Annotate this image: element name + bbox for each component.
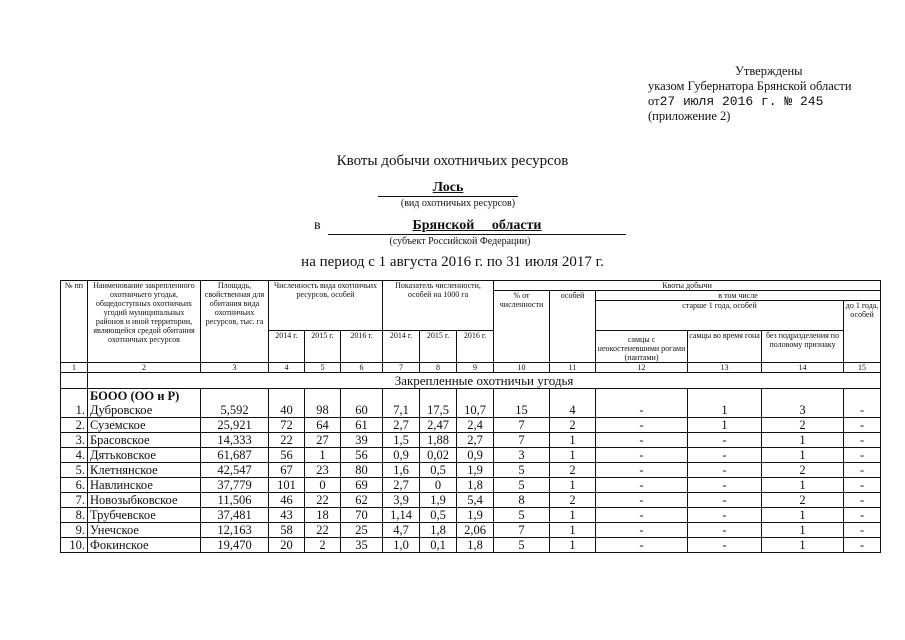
- quota-males-rut: -: [688, 493, 762, 508]
- quota-males-rut: 1: [688, 389, 762, 418]
- header-count: Численность вида охотничьих ресурсов, особей: [269, 281, 383, 331]
- count-2014: 22: [269, 433, 305, 448]
- area-name: Клетнянское: [88, 463, 201, 478]
- count-2014: 58: [269, 523, 305, 538]
- header-d2016: 2016 г.: [457, 331, 494, 363]
- quota-males-antlers: -: [596, 493, 688, 508]
- count-2016: 70: [341, 508, 383, 523]
- approval-line-2: указом Губернатора Брянской области: [648, 79, 852, 93]
- density-2015: 0,02: [420, 448, 457, 463]
- subject-note: (субъект Российской Федерации): [389, 236, 531, 247]
- quota-table: [60, 280, 881, 553]
- table-row: [61, 523, 881, 538]
- habitat-area: 37,779: [201, 478, 269, 493]
- count-2016: 39: [341, 433, 383, 448]
- approval-date-prefix: от: [648, 94, 660, 108]
- density-2015: 0,5: [420, 463, 457, 478]
- table-row: [61, 538, 881, 553]
- quota-no-sex: 2: [762, 418, 844, 433]
- row-number: 5.: [61, 463, 88, 478]
- header-incl: в том числе: [596, 291, 881, 301]
- count-2016: 60: [341, 389, 383, 418]
- column-numbers-row: [61, 363, 881, 373]
- habitat-area: 12,163: [201, 523, 269, 538]
- column-number: 8: [420, 363, 457, 373]
- density-2014: 2,7: [383, 418, 420, 433]
- header-older: старше 1 года, особей: [596, 301, 844, 331]
- density-2016: 1,9: [457, 463, 494, 478]
- quota-no-sex: 1: [762, 508, 844, 523]
- quota-total: 2: [550, 418, 596, 433]
- table-row: [61, 463, 881, 478]
- subject-value: Брянской области: [328, 218, 626, 235]
- column-number: 3: [201, 363, 269, 373]
- quota-no-sex: 1: [762, 478, 844, 493]
- density-2016: 1,9: [457, 508, 494, 523]
- header-d2014: 2014 г.: [383, 331, 420, 363]
- area-name: Трубчевское: [88, 508, 201, 523]
- quota-total: 2: [550, 493, 596, 508]
- quota-percent: 3: [494, 448, 550, 463]
- count-2016: 80: [341, 463, 383, 478]
- quota-percent: 5: [494, 478, 550, 493]
- habitat-area: 19,470: [201, 538, 269, 553]
- header-under1: до 1 года, особей: [844, 301, 881, 363]
- area-name-text: Дубровское: [90, 403, 153, 417]
- org-name: БООО (ОО и Р): [90, 389, 180, 403]
- density-2014: 0,9: [383, 448, 420, 463]
- quota-males-antlers: -: [596, 523, 688, 538]
- quota-males-antlers: -: [596, 538, 688, 553]
- quota-males-rut: -: [688, 448, 762, 463]
- density-2015: 0,1: [420, 538, 457, 553]
- area-name: Суземское: [88, 418, 201, 433]
- header-density: Показатель численности, особей на 1000 га: [383, 281, 494, 331]
- row-number: 6.: [61, 478, 88, 493]
- count-2016: 56: [341, 448, 383, 463]
- table-row: [61, 433, 881, 448]
- table-row: [61, 478, 881, 493]
- quota-no-sex: 1: [762, 538, 844, 553]
- column-number: 11: [550, 363, 596, 373]
- row-number: 8.: [61, 508, 88, 523]
- quota-males-antlers: -: [596, 463, 688, 478]
- row-number: 1.: [61, 389, 88, 418]
- quota-under-1: -: [844, 418, 881, 433]
- approval-line-3: [648, 94, 898, 109]
- count-2014: 67: [269, 463, 305, 478]
- habitat-area: 11,506: [201, 493, 269, 508]
- area-name: Навлинское: [88, 478, 201, 493]
- header-animals: особей: [550, 291, 596, 363]
- area-name: Дятьковское: [88, 448, 201, 463]
- count-2015: 22: [305, 523, 341, 538]
- quota-percent: 5: [494, 463, 550, 478]
- quota-percent: 7: [494, 418, 550, 433]
- header-males: самцы с неокостеневшими рогами (пантами): [596, 331, 688, 363]
- habitat-area: 25,921: [201, 418, 269, 433]
- table-row: [61, 493, 881, 508]
- density-2015: 1,8: [420, 523, 457, 538]
- quota-total: 1: [550, 508, 596, 523]
- column-number: 7: [383, 363, 420, 373]
- density-2015: 1,88: [420, 433, 457, 448]
- count-2016: 69: [341, 478, 383, 493]
- density-2015: 17,5: [420, 389, 457, 418]
- quota-under-1: -: [844, 448, 881, 463]
- quota-total: 1: [550, 448, 596, 463]
- count-2015: 22: [305, 493, 341, 508]
- quota-total: 1: [550, 538, 596, 553]
- density-2016: 1,8: [457, 478, 494, 493]
- count-2015: 2: [305, 538, 341, 553]
- row-number: 3.: [61, 433, 88, 448]
- resource-value: Лось: [378, 180, 518, 197]
- resource-note: (вид охотничьих ресурсов): [400, 198, 516, 209]
- approval-block: [648, 64, 898, 124]
- quota-no-sex: 3: [762, 389, 844, 418]
- density-2014: 2,7: [383, 478, 420, 493]
- count-2014: 72: [269, 418, 305, 433]
- header-2015: 2015 г.: [305, 331, 341, 363]
- column-number: 13: [688, 363, 762, 373]
- quota-no-sex: 2: [762, 463, 844, 478]
- density-2016: 2,06: [457, 523, 494, 538]
- quota-males-antlers: -: [596, 478, 688, 493]
- quota-males-rut: -: [688, 433, 762, 448]
- approval-line-1: Утверждены: [735, 64, 803, 78]
- density-2016: 2,7: [457, 433, 494, 448]
- header-area: Площадь, свойственная для обитания вида охотничьих ресурсов, тыс. га: [201, 281, 269, 363]
- column-number: 2: [88, 363, 201, 373]
- row-number: 2.: [61, 418, 88, 433]
- count-2014: 46: [269, 493, 305, 508]
- column-number: 5: [305, 363, 341, 373]
- quota-males-antlers: -: [596, 418, 688, 433]
- quota-males-rut: -: [688, 523, 762, 538]
- density-2015: 0,5: [420, 508, 457, 523]
- quota-no-sex: 1: [762, 448, 844, 463]
- row-number: 10.: [61, 538, 88, 553]
- header-no: № пп: [61, 281, 88, 363]
- column-number: 1: [61, 363, 88, 373]
- row-number: 9.: [61, 523, 88, 538]
- quota-percent: 5: [494, 538, 550, 553]
- quota-percent: 5: [494, 508, 550, 523]
- quota-under-1: -: [844, 478, 881, 493]
- area-name: Брасовское: [88, 433, 201, 448]
- area-name: Новозыбковское: [88, 493, 201, 508]
- header-nosex: без подразделения по половому признаку: [762, 331, 844, 363]
- quota-no-sex: 2: [762, 493, 844, 508]
- density-2016: 2,4: [457, 418, 494, 433]
- density-2014: 4,7: [383, 523, 420, 538]
- habitat-area: 37,481: [201, 508, 269, 523]
- density-2014: 1,0: [383, 538, 420, 553]
- column-number: 9: [457, 363, 494, 373]
- quota-males-antlers: -: [596, 508, 688, 523]
- count-2015: 27: [305, 433, 341, 448]
- density-2014: 1,14: [383, 508, 420, 523]
- subject-prefix: в: [314, 218, 321, 233]
- quota-percent: 7: [494, 433, 550, 448]
- quota-total: 1: [550, 523, 596, 538]
- count-2014: 101: [269, 478, 305, 493]
- table-row: [61, 389, 881, 418]
- quota-males-rut: 1: [688, 418, 762, 433]
- count-2015: 98: [305, 389, 341, 418]
- count-2014: 40: [269, 389, 305, 418]
- period-text: на период с 1 августа 2016 г. по 31 июля 2017 г.: [301, 254, 604, 270]
- quota-males-rut: -: [688, 463, 762, 478]
- quota-under-1: -: [844, 538, 881, 553]
- density-2016: 10,7: [457, 389, 494, 418]
- quota-under-1: -: [844, 523, 881, 538]
- count-2015: 18: [305, 508, 341, 523]
- count-2015: 64: [305, 418, 341, 433]
- header-pct: % от численности: [494, 291, 550, 363]
- count-2014: 20: [269, 538, 305, 553]
- section-blank: [61, 373, 88, 389]
- count-2016: 25: [341, 523, 383, 538]
- column-number: 15: [844, 363, 881, 373]
- density-2015: 2,47: [420, 418, 457, 433]
- quota-males-rut: -: [688, 478, 762, 493]
- count-2014: 56: [269, 448, 305, 463]
- count-2014: 43: [269, 508, 305, 523]
- density-2014: 1,6: [383, 463, 420, 478]
- density-2015: 0: [420, 478, 457, 493]
- density-2016: 0,9: [457, 448, 494, 463]
- quota-under-1: -: [844, 493, 881, 508]
- area-name: [88, 389, 201, 418]
- quota-no-sex: 1: [762, 433, 844, 448]
- quota-under-1: -: [844, 433, 881, 448]
- quota-under-1: -: [844, 508, 881, 523]
- count-2015: 1: [305, 448, 341, 463]
- quota-percent: 7: [494, 523, 550, 538]
- count-2016: 35: [341, 538, 383, 553]
- table-row: [61, 508, 881, 523]
- quota-total: 4: [550, 389, 596, 418]
- header-2016: 2016 г.: [341, 331, 383, 363]
- section-title: Закрепленные охотничьи угодья: [88, 373, 881, 389]
- density-2014: 3,9: [383, 493, 420, 508]
- column-number: 14: [762, 363, 844, 373]
- column-number: 4: [269, 363, 305, 373]
- quota-males-rut: -: [688, 508, 762, 523]
- header-name: Наименование закрепленного охотничьего угодья, общедоступных охотничьих угодий муниципальных районов и иной территории, являющейся средой обитания охотничьих ресурсов: [88, 281, 201, 363]
- column-number: 12: [596, 363, 688, 373]
- quota-percent: 15: [494, 389, 550, 418]
- quota-males-antlers: -: [596, 433, 688, 448]
- count-2015: 0: [305, 478, 341, 493]
- habitat-area: 14,333: [201, 433, 269, 448]
- density-2016: 1,8: [457, 538, 494, 553]
- column-number: 10: [494, 363, 550, 373]
- row-number: 7.: [61, 493, 88, 508]
- header-2014: 2014 г.: [269, 331, 305, 363]
- quota-total: 1: [550, 478, 596, 493]
- approval-date: 27 июля 2016 г. № 245: [659, 94, 824, 109]
- habitat-area: 61,687: [201, 448, 269, 463]
- area-name: Унечское: [88, 523, 201, 538]
- table-row: [61, 418, 881, 433]
- header-d2015: 2015 г.: [420, 331, 457, 363]
- column-number: 6: [341, 363, 383, 373]
- quota-males-rut: -: [688, 538, 762, 553]
- approval-line-4: (приложение 2): [648, 109, 731, 123]
- density-2014: 1,5: [383, 433, 420, 448]
- header-rut: самцы во время гона: [688, 331, 762, 363]
- quota-males-antlers: -: [596, 389, 688, 418]
- quota-under-1: -: [844, 463, 881, 478]
- count-2016: 62: [341, 493, 383, 508]
- area-name: Фокинское: [88, 538, 201, 553]
- quota-total: 2: [550, 463, 596, 478]
- quota-no-sex: 1: [762, 523, 844, 538]
- habitat-area: 42,547: [201, 463, 269, 478]
- habitat-area: 5,592: [201, 389, 269, 418]
- density-2014: 7,1: [383, 389, 420, 418]
- density-2015: 1,9: [420, 493, 457, 508]
- quota-males-antlers: -: [596, 448, 688, 463]
- quota-under-1: -: [844, 389, 881, 418]
- row-number: 4.: [61, 448, 88, 463]
- count-2016: 61: [341, 418, 383, 433]
- page-title: Квоты добычи охотничьих ресурсов: [336, 153, 569, 169]
- density-2016: 5,4: [457, 493, 494, 508]
- quota-percent: 8: [494, 493, 550, 508]
- count-2015: 23: [305, 463, 341, 478]
- header-quota: Квоты добычи: [494, 281, 881, 291]
- table-row: [61, 448, 881, 463]
- quota-total: 1: [550, 433, 596, 448]
